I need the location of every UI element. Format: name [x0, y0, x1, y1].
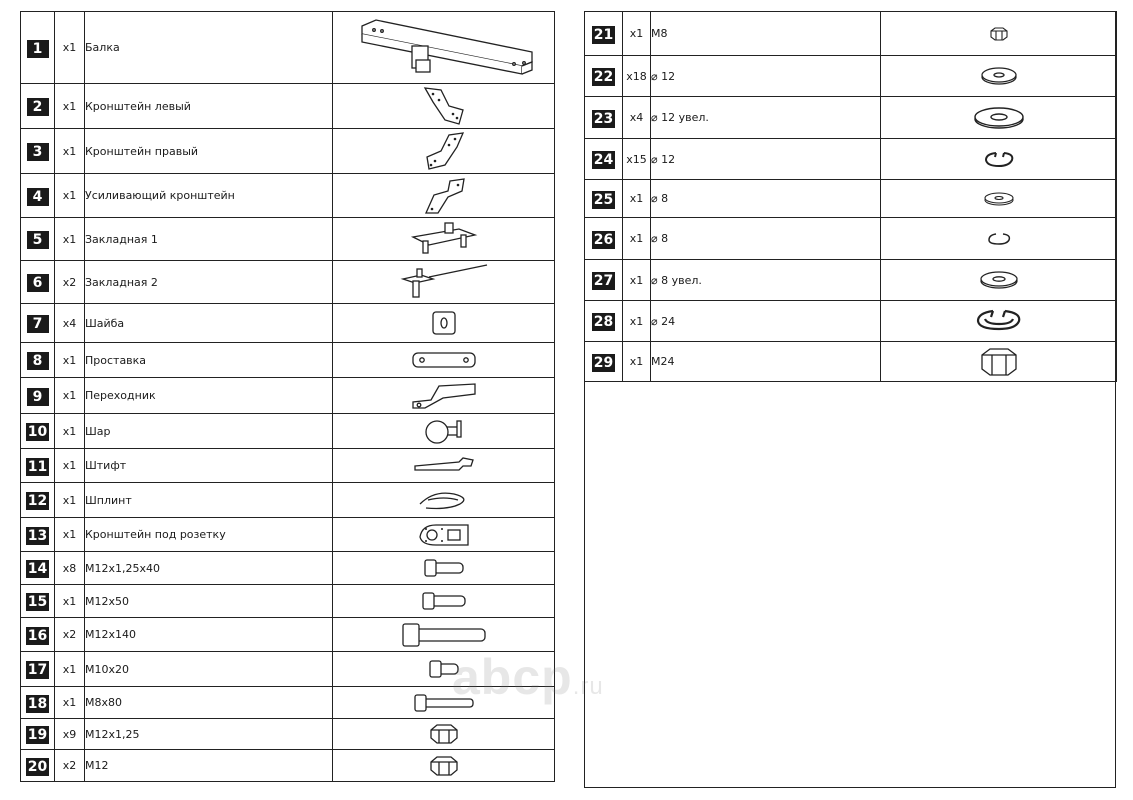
part-name: Закладная 1: [85, 218, 333, 261]
part-number-badge: 8: [27, 352, 49, 370]
part-number-badge: 29: [593, 354, 614, 371]
part-quantity: x1: [55, 218, 85, 261]
part-quantity: x1: [55, 378, 85, 414]
part-name: Балка: [85, 12, 333, 84]
part-row-7: [21, 304, 555, 343]
part-number-badge: 26: [593, 231, 614, 248]
part-quantity: x1: [55, 84, 85, 129]
part-quantity: x1: [623, 12, 651, 56]
part-number-badge: 14: [27, 561, 48, 577]
socket-bracket-icon: [333, 521, 554, 549]
part-number-badge: 24: [593, 152, 614, 168]
part-quantity: x1: [623, 180, 651, 218]
part-quantity: x1: [55, 518, 85, 552]
part-row-2: [21, 84, 555, 129]
part-number-badge: 4: [27, 188, 49, 206]
bolt-icon: [333, 589, 554, 613]
part-quantity: x4: [55, 304, 85, 343]
part-row-10: [21, 414, 555, 449]
part-row-20: [21, 750, 555, 782]
part-row-23: [585, 97, 1117, 139]
part-number-badge: 28: [593, 314, 614, 330]
right-bracket-icon: [333, 131, 554, 171]
part-number-badge: 2: [27, 98, 49, 116]
large-washer-icon: [881, 269, 1116, 291]
embed-plate-1-icon: [333, 221, 554, 257]
part-row-26: [585, 218, 1117, 260]
part-row-8: [21, 343, 555, 378]
part-quantity: x2: [55, 618, 85, 652]
part-name: Переходник: [85, 378, 333, 414]
part-quantity: x1: [55, 449, 85, 483]
part-name: Проставка: [85, 343, 333, 378]
part-number-badge: 25: [593, 191, 614, 208]
watermark-main: abcp: [452, 649, 573, 705]
part-row-9: [21, 378, 555, 414]
part-row-16: [21, 618, 555, 652]
part-row-12: [21, 483, 555, 518]
part-name: Кронштейн под розетку: [85, 518, 333, 552]
bolt-icon: [333, 556, 554, 580]
part-number-badge: 18: [27, 695, 48, 712]
part-number-badge: 27: [593, 273, 614, 289]
large-nut-icon: [881, 346, 1116, 378]
part-quantity: x18: [623, 56, 651, 97]
spring-washer-icon: [881, 149, 1116, 169]
part-quantity: x1: [55, 129, 85, 174]
part-row-21: [585, 12, 1117, 56]
part-quantity: x1: [623, 342, 651, 382]
part-number-badge: 13: [27, 527, 48, 544]
part-name: M12x140: [85, 618, 333, 652]
part-number-badge: 10: [27, 424, 48, 440]
part-number-badge: 15: [27, 594, 48, 610]
part-quantity: x1: [55, 687, 85, 719]
part-number-badge: 5: [27, 231, 49, 249]
tow-ball-icon: [333, 415, 554, 447]
part-number-badge: 11: [27, 458, 48, 475]
spacer-icon: [333, 348, 554, 372]
part-quantity: x15: [623, 139, 651, 180]
small-washer-icon: [881, 191, 1116, 207]
cotter-pin-icon: [333, 488, 554, 512]
part-name: M12x1,25x40: [85, 552, 333, 585]
part-name: M12x50: [85, 585, 333, 618]
part-name: Шплинт: [85, 483, 333, 518]
part-row-25: [585, 180, 1117, 218]
part-row-5: [21, 218, 555, 261]
part-row-6: [21, 261, 555, 304]
part-row-13: [21, 518, 555, 552]
part-name: ⌀ 12 увел.: [651, 97, 881, 139]
part-row-22: [585, 56, 1117, 97]
part-name: Закладная 2: [85, 261, 333, 304]
part-quantity: x1: [55, 343, 85, 378]
part-name: M8x80: [85, 687, 333, 719]
part-row-14: [21, 552, 555, 585]
part-name: ⌀ 8: [651, 180, 881, 218]
part-number-badge: 17: [27, 662, 48, 678]
part-row-3: [21, 129, 555, 174]
part-row-15: [21, 585, 555, 618]
part-number-badge: 7: [27, 315, 49, 333]
watermark-suffix: .ru: [572, 673, 604, 700]
part-quantity: x9: [55, 719, 85, 750]
part-row-1: [21, 12, 555, 84]
part-name: ⌀ 24: [651, 301, 881, 342]
part-number-badge: 1: [27, 40, 49, 58]
part-number-badge: 12: [27, 493, 48, 509]
part-number-badge: 22: [593, 69, 614, 85]
part-quantity: x1: [623, 301, 651, 342]
part-name: Штифт: [85, 449, 333, 483]
right-parts-table: [584, 11, 1117, 382]
part-quantity: x1: [55, 414, 85, 449]
adapter-icon: [333, 380, 554, 412]
small-nut-icon: [881, 26, 1116, 42]
part-row-29: [585, 342, 1117, 382]
large-washer-icon: [881, 105, 1116, 131]
part-name: M10x20: [85, 652, 333, 687]
part-row-11: [21, 449, 555, 483]
part-number-badge: 3: [27, 143, 49, 161]
pin-icon: [333, 456, 554, 476]
part-number-badge: 16: [27, 627, 48, 644]
part-name: ⌀ 12: [651, 139, 881, 180]
part-number-badge: 20: [27, 758, 48, 775]
large-spring-washer-icon: [881, 307, 1116, 335]
part-quantity: x1: [55, 12, 85, 84]
part-row-4: [21, 174, 555, 218]
part-name: Усиливающий кронштейн: [85, 174, 333, 218]
part-name: ⌀ 8 увел.: [651, 260, 881, 301]
long-bolt-icon: [333, 621, 554, 649]
left-bracket-icon: [333, 86, 554, 126]
part-name: M12x1,25: [85, 719, 333, 750]
part-name: Шайба: [85, 304, 333, 343]
part-number-badge: 9: [27, 388, 49, 406]
part-quantity: x1: [623, 218, 651, 260]
part-row-24: [585, 139, 1117, 180]
part-name: M12: [85, 750, 333, 782]
part-quantity: x2: [55, 261, 85, 304]
part-number-badge: 19: [27, 727, 48, 743]
hex-nut-icon: [333, 754, 554, 778]
part-number-badge: 6: [27, 274, 49, 292]
part-name: Кронштейн левый: [85, 84, 333, 129]
part-name: Кронштейн правый: [85, 129, 333, 174]
part-quantity: x1: [55, 174, 85, 218]
part-row-19: [21, 719, 555, 750]
part-name: ⌀ 12: [651, 56, 881, 97]
part-number-badge: 21: [593, 26, 614, 43]
part-name: Шар: [85, 414, 333, 449]
reinforcing-bracket-icon: [333, 177, 554, 215]
part-number-badge: 23: [593, 110, 614, 127]
part-quantity: x8: [55, 552, 85, 585]
part-name: M24: [651, 342, 881, 382]
watermark: [452, 648, 604, 706]
part-quantity: x1: [55, 652, 85, 687]
hitch-beam-icon: [333, 16, 554, 80]
part-name: ⌀ 8: [651, 218, 881, 260]
part-quantity: x1: [55, 483, 85, 518]
part-quantity: x1: [623, 260, 651, 301]
square-washer-icon: [333, 308, 554, 338]
part-quantity: x1: [55, 585, 85, 618]
part-name: M8: [651, 12, 881, 56]
hex-nut-icon: [333, 722, 554, 746]
small-spring-washer-icon: [881, 231, 1116, 247]
flat-washer-icon: [881, 66, 1116, 86]
embed-plate-2-icon: [333, 263, 554, 301]
part-quantity: x2: [55, 750, 85, 782]
part-row-27: [585, 260, 1117, 301]
part-quantity: x4: [623, 97, 651, 139]
part-row-28: [585, 301, 1117, 342]
